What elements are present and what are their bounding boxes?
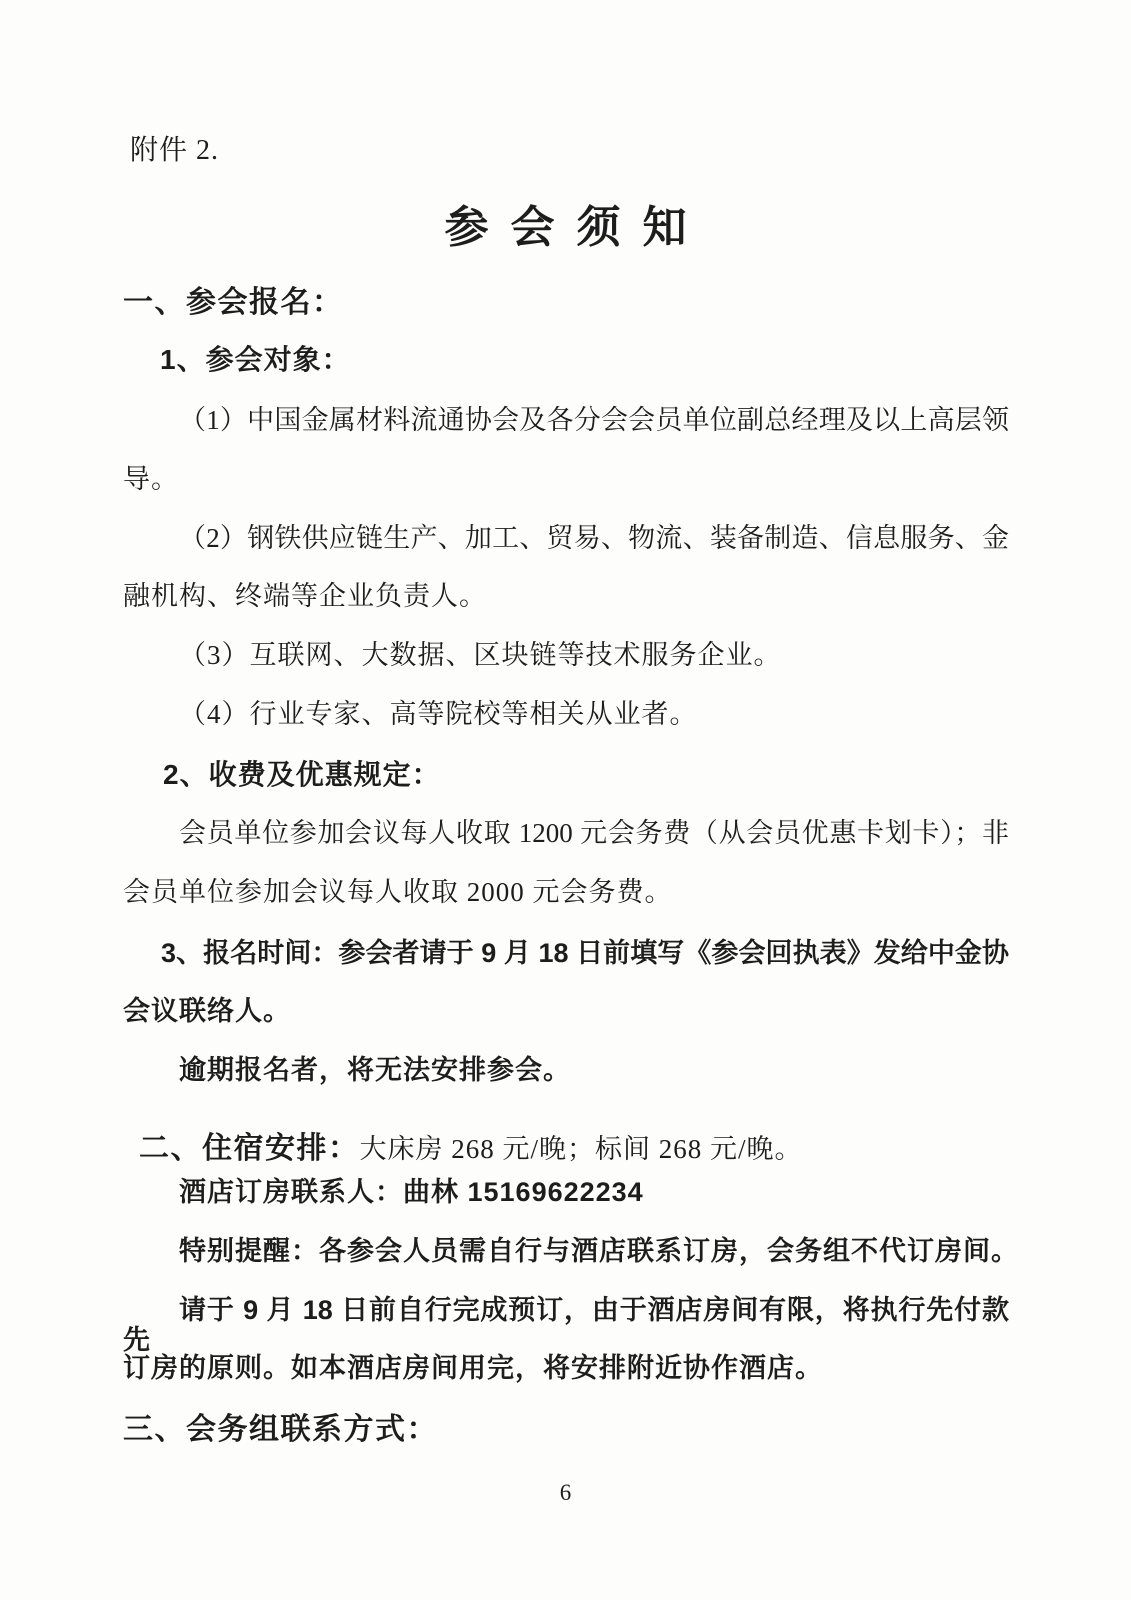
target-2-line-1: （2）钢铁供应链生产、加工、贸易、物流、装备制造、信息服务、金 [179, 523, 1009, 553]
section-1-item-2-heading: 2、收费及优惠规定： [163, 759, 441, 790]
section-1-heading: 一、参会报名： [123, 286, 344, 319]
section-1-item-3-line-1: 3、报名时间：参会者请于 9 月 18 日前填写《参会回执表》发给中金协 [161, 938, 1009, 968]
booking-line-1: 请于 9 月 18 日前自行完成预订，由于酒店房间有限，将执行先付款先 [123, 1295, 1009, 1356]
target-2-line-2: 融机构、终端等企业负责人。 [123, 581, 487, 611]
section-1-item-1-heading: 1、参会对象： [160, 344, 351, 375]
section-2-heading: 二、住宿安排： [139, 1131, 360, 1165]
section-2-heading-tail: 大床房 268 元/晚；标间 268 元/晚。 [359, 1133, 803, 1164]
fee-line-1: 会员单位参加会议每人收取 1200 元会务费（从会员优惠卡划卡）；非 [179, 818, 1009, 848]
attachment-label: 附件 2. [130, 135, 220, 166]
page-title: 参会须知 [444, 203, 709, 252]
target-1-line-1: （1）中国金属材料流通协会及各分会会员单位副总经理及以上高层领 [179, 405, 1009, 435]
page-number: 6 [559, 1480, 572, 1505]
special-reminder-line: 特别提醒：各参会人员需自行与酒店联系订房，会务组不代订房间。 [179, 1236, 1019, 1266]
target-3-line: （3）互联网、大数据、区块链等技术服务企业。 [179, 640, 782, 670]
target-1-line-2: 导。 [123, 464, 179, 494]
section-3-heading: 三、会务组联系方式： [123, 1413, 438, 1446]
fee-line-2: 会员单位参加会议每人收取 2000 元会务费。 [123, 877, 673, 907]
target-4-line: （4）行业专家、高等院校等相关从业者。 [179, 699, 698, 729]
hotel-contact-line: 酒店订房联系人：曲林 15169622234 [179, 1177, 644, 1207]
late-registration-warning: 逾期报名者，将无法安排参会。 [179, 1055, 571, 1085]
section-1-item-3-line-2: 会议联络人。 [123, 996, 291, 1026]
section-2-heading-line [123, 1114, 803, 1183]
booking-line-2: 订房的原则。如本酒店房间用完，将安排附近协作酒店。 [123, 1353, 823, 1383]
